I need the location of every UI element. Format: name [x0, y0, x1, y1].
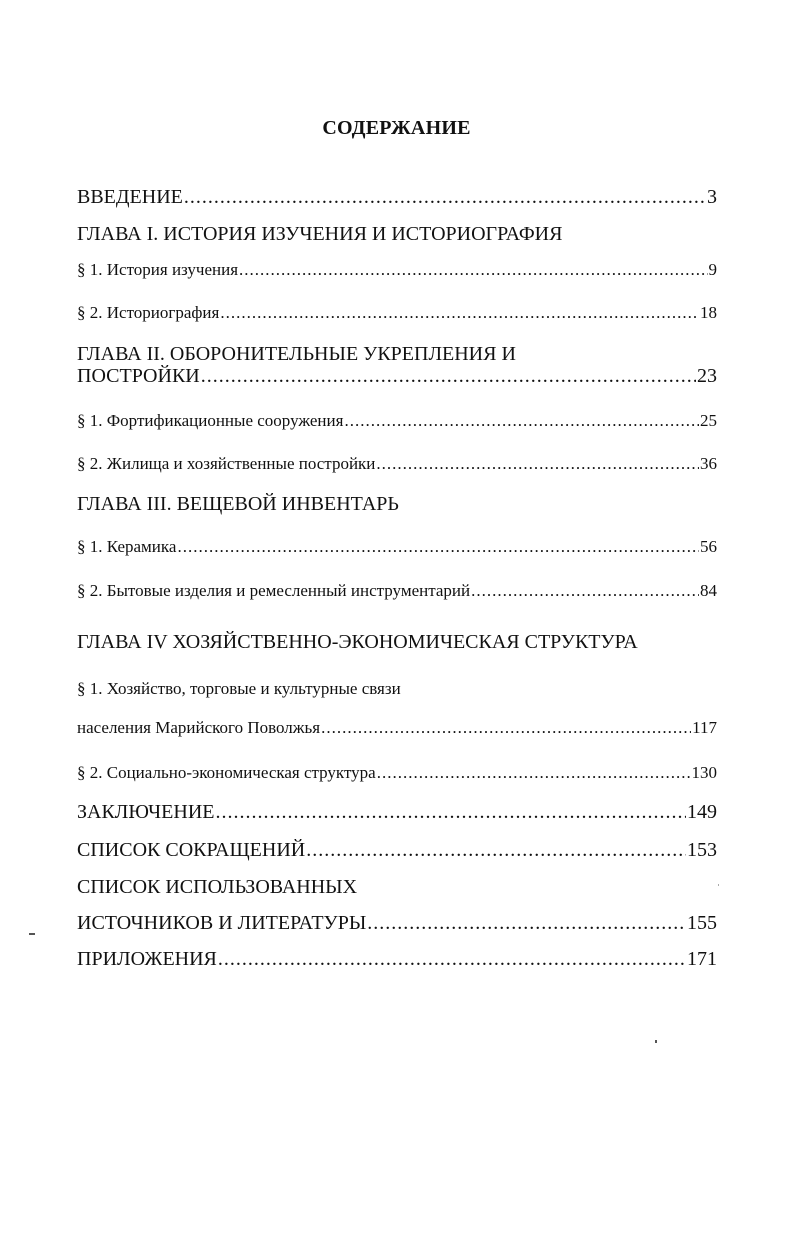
toc-page-number: 130 — [691, 763, 717, 782]
toc-page-number: 3 — [707, 186, 717, 208]
page-title: СОДЕРЖАНИЕ — [322, 117, 471, 139]
toc-entry-label: § 2. Бытовые изделия и ремесленный инструментарий — [77, 581, 471, 600]
toc-entry-bibliography-line1[interactable] — [77, 876, 717, 898]
toc-page-number: 149 — [687, 801, 717, 823]
dot-leader — [377, 762, 691, 784]
toc-chapter-2-heading[interactable] — [77, 343, 717, 387]
dot-leader — [367, 912, 686, 934]
toc-entry-ch4-sec2[interactable] — [77, 762, 717, 784]
dot-leader — [306, 839, 686, 861]
toc-entry-label: ПОСТРОЙКИ — [77, 365, 200, 387]
toc-entry-label: ВВЕДЕНИЕ — [77, 186, 183, 208]
toc-page-number: 153 — [687, 839, 717, 861]
toc-entry-ch3-sec1[interactable] — [77, 536, 717, 558]
toc-entry-introduction[interactable] — [77, 186, 717, 208]
toc-entry-ch4-sec1-line1[interactable] — [77, 678, 717, 700]
dot-leader — [201, 365, 696, 387]
toc-entry-label: ИСТОЧНИКОВ И ЛИТЕРАТУРЫ — [77, 912, 367, 934]
scan-speck — [718, 884, 719, 886]
toc-page-number: 36 — [700, 454, 717, 473]
toc-page-number: 56 — [700, 537, 717, 556]
dot-leader — [220, 302, 699, 324]
toc-entry-appendices[interactable] — [77, 948, 717, 970]
toc-entry-bibliography[interactable] — [77, 912, 717, 934]
dot-leader — [321, 717, 691, 739]
dot-leader — [218, 948, 686, 970]
toc-entry-ch2-sec1[interactable] — [77, 410, 717, 432]
dot-leader — [177, 536, 699, 558]
toc-entry-label-line1: ГЛАВА II. ОБОРОНИТЕЛЬНЫЕ УКРЕПЛЕНИЯ И — [77, 343, 516, 365]
toc-page-number: 171 — [687, 948, 717, 970]
scan-speck — [655, 1040, 657, 1043]
toc-entry-label: СПИСОК СОКРАЩЕНИЙ — [77, 839, 306, 861]
dot-leader — [376, 453, 699, 475]
toc-entry-ch4-sec1[interactable] — [77, 717, 717, 739]
dot-leader — [184, 186, 706, 208]
toc-entry-label: § 1. Фортификационные сооружения — [77, 411, 344, 430]
toc-entry-ch2-sec2[interactable] — [77, 453, 717, 475]
toc-entry-label: § 1. Керамика — [77, 537, 177, 556]
dot-leader — [215, 801, 686, 823]
toc-entry-label: ЗАКЛЮЧЕНИЕ — [77, 801, 215, 823]
toc-chapter-1-heading[interactable] — [77, 223, 717, 245]
toc-chapter-3-heading[interactable] — [77, 493, 717, 515]
toc-page-number: 18 — [700, 303, 717, 322]
dot-leader — [471, 580, 699, 602]
toc-entry-ch3-sec2[interactable] — [77, 580, 717, 602]
toc-entry-label: ГЛАВА III. ВЕЩЕВОЙ ИНВЕНТАРЬ — [77, 493, 399, 515]
toc-entry-label: ГЛАВА I. ИСТОРИЯ ИЗУЧЕНИЯ И ИСТОРИОГРАФИЯ — [77, 223, 563, 245]
toc-entry-ch1-sec1[interactable] — [77, 259, 717, 281]
toc-entry-label: § 1. История изучения — [77, 260, 239, 279]
toc-page-number: 84 — [700, 581, 717, 600]
scan-speck — [29, 933, 35, 935]
toc-entry-label: § 2. Жилища и хозяйственные постройки — [77, 454, 376, 473]
toc-page-number: 9 — [708, 260, 717, 279]
dot-leader — [344, 410, 699, 432]
dot-leader — [239, 259, 707, 281]
toc-entry-label: ПРИЛОЖЕНИЯ — [77, 948, 217, 970]
toc-entry-label: СПИСОК ИСПОЛЬЗОВАННЫХ — [77, 876, 358, 898]
toc-page-number: 155 — [687, 912, 717, 934]
toc-page-number: 23 — [697, 365, 717, 387]
toc-entry-label: § 2. Историография — [77, 303, 220, 322]
toc-page-number: 117 — [692, 718, 717, 737]
toc-entry-ch1-sec2[interactable] — [77, 302, 717, 324]
toc-entry-abbreviations[interactable] — [77, 839, 717, 861]
toc-entry-label: § 2. Социально-экономическая структура — [77, 763, 376, 782]
toc-page-number: 25 — [700, 411, 717, 430]
toc-entry-label: ГЛАВА IV ХОЗЯЙСТВЕННО-ЭКОНОМИЧЕСКАЯ СТРУКТУРА — [77, 631, 638, 653]
toc-entry-label: § 1. Хозяйство, торговые и культурные связи — [77, 679, 401, 698]
toc-chapter-4-heading[interactable] — [77, 631, 717, 653]
toc-entry-conclusion[interactable] — [77, 801, 717, 823]
toc-entry-label: населения Марийского Поволжья — [77, 718, 321, 737]
